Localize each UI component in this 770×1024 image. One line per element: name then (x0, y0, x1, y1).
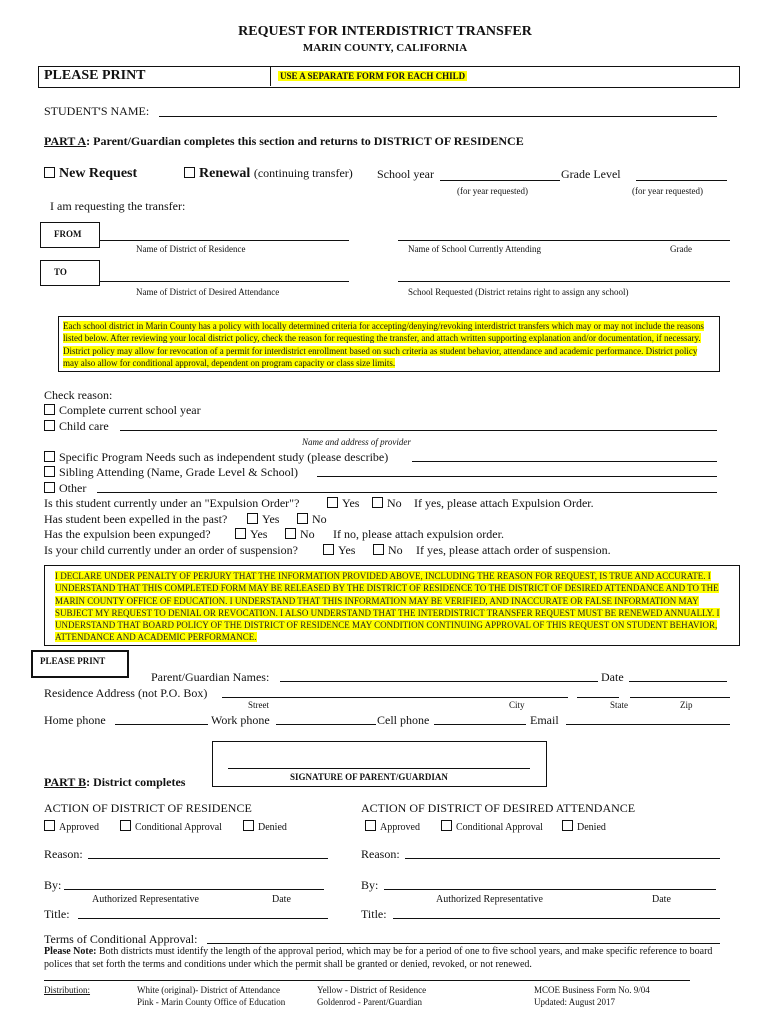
sibling-option[interactable]: Sibling Attending (Name, Grade Level & School) (44, 465, 298, 480)
work-phone-label: Work phone (211, 713, 270, 727)
street-caption: Street (248, 700, 269, 710)
desired-by-label: By: (361, 878, 379, 892)
other-option[interactable]: Other (44, 481, 86, 496)
from-label: FROM (54, 229, 82, 239)
complete-year-checkbox[interactable] (44, 404, 55, 415)
please-note: Please Note: Both districts must identify the length of the approval period, which may be for a period of one to five school years, and make specific reference to board polices that set forth the terms and conditions under which the permit shall be granted or denied, revoked, or not renewed. (44, 946, 713, 970)
q3-yes-checkbox[interactable] (235, 528, 246, 539)
signature-caption: SIGNATURE OF PARENT/GUARDIAN (290, 772, 448, 782)
school-requested-field[interactable] (398, 281, 730, 282)
q1-yes-option[interactable]: Yes (327, 496, 359, 511)
school-year-label: School year (377, 167, 434, 181)
zip-caption: Zip (680, 700, 693, 710)
q3-no-checkbox[interactable] (285, 528, 296, 539)
distribution-pink: Pink - Marin County Office of Education (137, 997, 286, 1007)
child-care-checkbox[interactable] (44, 420, 55, 431)
special-program-checkbox[interactable] (44, 451, 55, 462)
desired-denied-checkbox[interactable] (562, 820, 573, 831)
school-requested-caption: School Requested (District retains right to assign any school) (408, 287, 629, 297)
renewal-checkbox[interactable] (184, 167, 195, 178)
to-box (40, 260, 100, 286)
cell-phone-label: Cell phone (377, 713, 430, 727)
desired-conditional-checkbox[interactable] (441, 820, 452, 831)
desired-conditional-option[interactable]: Conditional Approval (441, 820, 543, 833)
desired-approved-checkbox[interactable] (365, 820, 376, 831)
residence-approved-option[interactable]: Approved (44, 820, 99, 833)
policy-text: Each school district in Marin County has a policy with locally determined criteria for accepting/denying/revoking interdistrict transfers which may or may not include the reasons listed below. After reviewing your local district policy, check the reason for requesting the transfer, and attach written supporting explanation and/or documentation, if necessary. District policy may allow for revocation of a permit for interdistrict enrollment based on such criteria as student behavior, attendance and academic performance. District policy may also allow for conditional approval, dependent on program capacity or class size limits. (63, 321, 704, 368)
residence-reason-label: Reason: (44, 847, 83, 861)
signature-field[interactable] (228, 768, 530, 769)
q4-no-checkbox[interactable] (373, 544, 384, 555)
child-care-field[interactable] (120, 430, 717, 431)
separate-form-note: USE A SEPARATE FORM FOR EACH CHILD (280, 71, 466, 81)
district-residence-caption: Name of District of Residence (136, 244, 246, 254)
residence-reason-field[interactable] (88, 858, 328, 859)
q4-no-option[interactable]: No (373, 543, 403, 558)
q2-yes-option[interactable]: Yes (247, 512, 279, 527)
q2-no-checkbox[interactable] (297, 513, 308, 524)
desired-approved-option[interactable]: Approved (365, 820, 420, 833)
form-updated: Updated: August 2017 (534, 997, 615, 1007)
expunged-question: Has the expulsion been expunged? (44, 527, 211, 541)
renewal-option[interactable]: Renewal (continuing transfer) (184, 166, 353, 182)
declaration-text: I DECLARE UNDER PENALTY OF PERJURY THAT THE INFORMATION PROVIDED ABOVE, INCLUDING THE REASON FOR REQUEST, IS TRUE AND ACCURATE. I UNDERSTAND THAT THIS COMPLETED FORM MAY BE RELEASED BY THE DISTRICT OF RESIDENCE TO THE DISTRICT OF DESIRED ATTENDANCE AND TO THE MARIN COUNTY OFFICE OF EDUCATION. I UNDERSTAND THAT THIS INFORMATION MAY BE VERIFIED, AND INACCURATE OR FALSE INFORMATION MAY SUBJECT MY REQUEST TO DENIAL OR REVOCATION. I ALSO UNDERSTAND THAT THE INTERDISTRICT TRANSFER REQUEST MUST BE RENEWED ANNUALLY. I UNDERSTAND THAT BOARD POLICY OF THE DISTRICT OF RESIDENCE MAY CONDITION CONTINUING APPROVAL OF THIS REQUEST ON STUDENT BEHAVIOR, ATTENDANCE AND ACADEMIC PERFORMANCE. (55, 571, 720, 643)
guardian-names-label: Parent/Guardian Names: (151, 670, 270, 684)
school-year-field[interactable] (440, 180, 560, 181)
guardian-names-field[interactable] (280, 681, 598, 682)
q4-yes-checkbox[interactable] (323, 544, 334, 555)
cell-phone-field[interactable] (434, 724, 526, 725)
desired-authorized-caption: Authorized Representative (436, 894, 543, 905)
home-phone-field[interactable] (115, 724, 208, 725)
email-label: Email (530, 713, 559, 727)
distribution-goldenrod: Goldenrod - Parent/Guardian (317, 997, 422, 1007)
desired-title-field[interactable] (393, 918, 720, 919)
student-name-label: STUDENT'S NAME: (44, 104, 150, 118)
form-number: MCOE Business Form No. 9/04 (534, 985, 650, 995)
q4-yes-option[interactable]: Yes (323, 543, 355, 558)
suspension-question: Is your child currently under an order of suspension? (44, 543, 298, 557)
q1-note: If yes, please attach Expulsion Order. (414, 496, 594, 510)
part-a-heading: PART A: Parent/Guardian completes this section and returns to DISTRICT OF RESIDENCE (44, 134, 524, 148)
state-caption: State (610, 700, 628, 710)
residence-by-field[interactable] (64, 889, 324, 890)
form-title: REQUEST FOR INTERDISTRICT TRANSFER (238, 24, 532, 39)
sibling-checkbox[interactable] (44, 466, 55, 477)
residence-conditional-option[interactable]: Conditional Approval (120, 820, 222, 833)
residence-denied-option[interactable]: Denied (243, 820, 287, 833)
current-school-caption: Name of School Currently Attending (408, 244, 541, 254)
distribution-white: White (original)- District of Attendance (137, 985, 280, 995)
grade-level-hint: (for year requested) (632, 186, 703, 196)
residence-date-caption: Date (272, 894, 291, 905)
desired-title-label: Title: (361, 907, 387, 921)
work-phone-field[interactable] (276, 724, 376, 725)
q2-yes-checkbox[interactable] (247, 513, 258, 524)
residence-by-label: By: (44, 878, 62, 892)
other-field[interactable] (97, 492, 717, 493)
terms-label: Terms of Conditional Approval: (44, 932, 198, 946)
please-print-label: PLEASE PRINT (44, 68, 146, 83)
residence-title-label: Title: (44, 907, 70, 921)
district-desired-field[interactable] (99, 281, 349, 282)
street-field[interactable] (222, 697, 568, 698)
sibling-field[interactable] (317, 476, 717, 477)
grade-caption: Grade (670, 244, 692, 254)
expulsion-order-question: Is this student currently under an "Expulsion Order"? (44, 496, 300, 510)
q4-note: If yes, please attach order of suspension. (416, 543, 611, 557)
desired-reason-field[interactable] (405, 858, 720, 859)
date-label: Date (601, 670, 624, 684)
residence-denied-checkbox[interactable] (243, 820, 254, 831)
city-caption: City (509, 700, 525, 710)
to-label: TO (54, 267, 67, 277)
q3-note: If no, please attach expulsion order. (333, 527, 504, 541)
grade-level-field[interactable] (636, 180, 727, 181)
distribution-label: Distribution: (44, 985, 91, 995)
complete-year-option[interactable]: Complete current school year (44, 403, 201, 418)
state-field[interactable] (577, 697, 619, 698)
footer-rule (44, 980, 690, 981)
other-checkbox[interactable] (44, 482, 55, 493)
q1-no-checkbox[interactable] (372, 497, 383, 508)
q3-yes-option[interactable]: Yes (235, 527, 267, 542)
grade-level-label: Grade Level (561, 167, 621, 181)
desired-denied-option[interactable]: Denied (562, 820, 606, 833)
terms-field[interactable] (207, 943, 720, 944)
desired-date-caption: Date (652, 894, 671, 905)
expelled-past-question: Has student been expelled in the past? (44, 512, 228, 526)
residence-authorized-caption: Authorized Representative (92, 894, 199, 905)
check-reason-label: Check reason: (44, 388, 113, 402)
home-phone-label: Home phone (44, 713, 106, 727)
provider-caption: Name and address of provider (302, 437, 411, 447)
q2-no-option[interactable]: No (297, 512, 327, 527)
new-request-option[interactable]: New Request (44, 166, 137, 182)
distribution-yellow: Yellow - District of Residence (317, 985, 427, 995)
school-year-hint: (for year requested) (457, 186, 528, 196)
district-desired-caption: Name of District of Desired Attendance (136, 287, 280, 297)
email-field[interactable] (566, 724, 730, 725)
residence-title-field[interactable] (78, 918, 328, 919)
action-desired-heading: ACTION OF DISTRICT OF DESIRED ATTENDANCE (361, 801, 636, 815)
form-subtitle: MARIN COUNTY, CALIFORNIA (302, 42, 468, 54)
address-label: Residence Address (not P.O. Box) (44, 686, 208, 700)
action-residence-heading: ACTION OF DISTRICT OF RESIDENCE (44, 801, 252, 815)
special-program-field[interactable] (412, 461, 717, 462)
new-request-checkbox[interactable] (44, 167, 55, 178)
q1-no-option[interactable]: No (372, 496, 402, 511)
q3-no-option[interactable]: No (285, 527, 315, 542)
special-program-option[interactable]: Specific Program Needs such as independent study (please describe) (44, 450, 388, 465)
district-residence-field[interactable] (99, 240, 349, 241)
please-print-label-2: PLEASE PRINT (40, 656, 106, 666)
student-name-field[interactable] (159, 116, 717, 117)
requesting-label: I am requesting the transfer: (50, 199, 186, 213)
q1-yes-checkbox[interactable] (327, 497, 338, 508)
desired-by-field[interactable] (384, 889, 716, 890)
current-school-field[interactable] (398, 240, 730, 241)
residence-conditional-checkbox[interactable] (120, 820, 131, 831)
guardian-date-field[interactable] (629, 681, 727, 682)
desired-reason-label: Reason: (361, 847, 400, 861)
part-b-heading: PART B: District completes (44, 775, 186, 789)
residence-approved-checkbox[interactable] (44, 820, 55, 831)
zip-field[interactable] (630, 697, 730, 698)
child-care-option[interactable]: Child care (44, 419, 109, 434)
